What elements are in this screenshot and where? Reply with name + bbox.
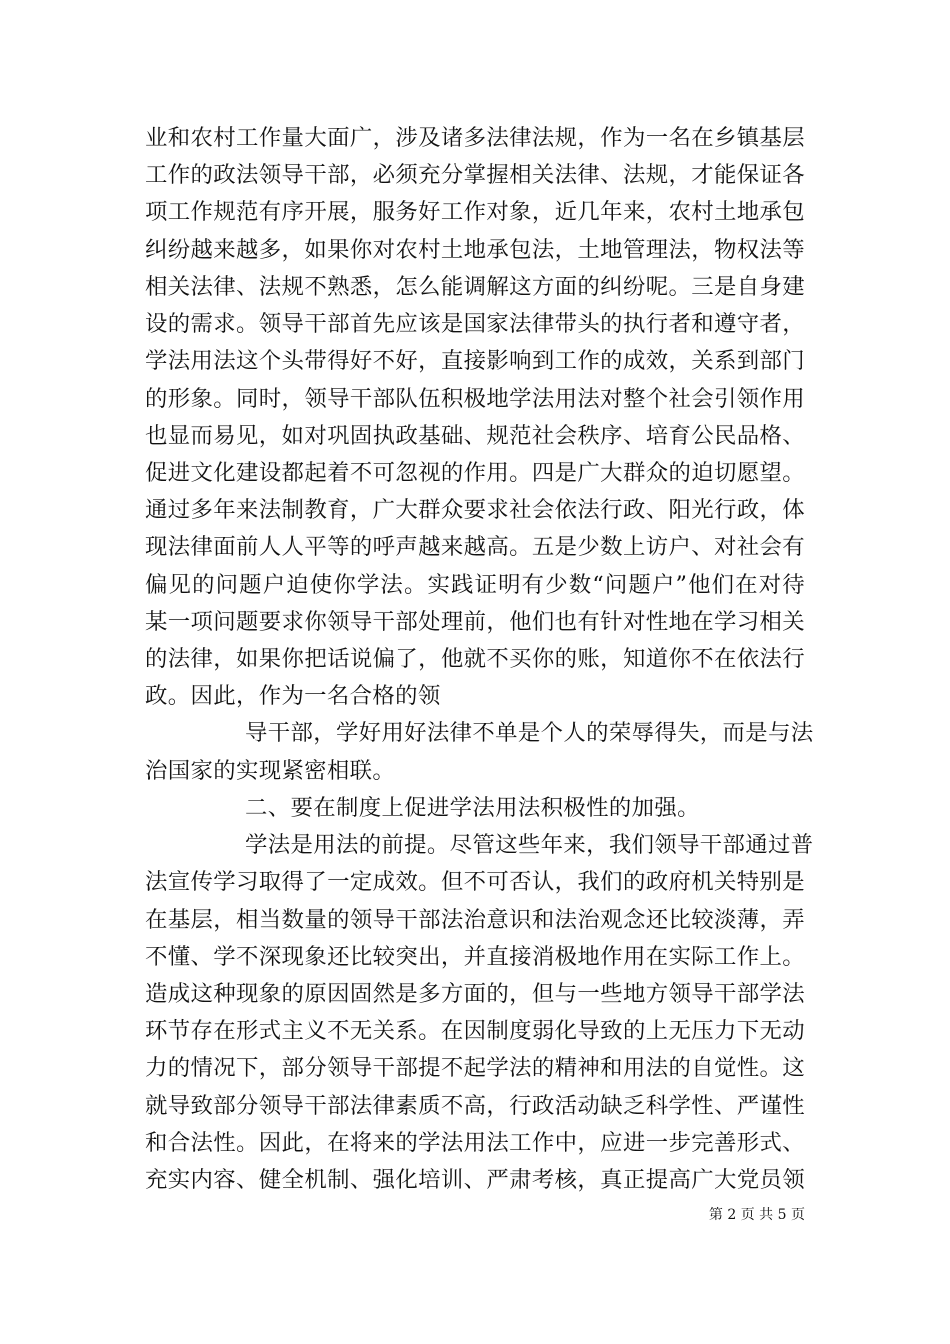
text-line: 学法是用法的前提。尽管这些年来，我们领导干部通过普 [245, 832, 814, 858]
text-line: 通过多年来法制教育，广大群众要求社会依法行政、阳光行政，体 [145, 497, 805, 523]
text-line: 设的需求。领导干部首先应该是国家法律带头的执行者和遵守者， [145, 311, 805, 337]
text-line: 纠纷越来越多，如果你对农村土地承包法，土地管理法，物权法等 [145, 237, 805, 263]
text-line: 在基层，相当数量的领导干部法治意识和法治观念还比较淡薄，弄 [145, 907, 805, 933]
page-number-footer: 第 2 页 共 5 页 [708, 1207, 805, 1223]
text-line: 导干部，学好用好法律不单是个人的荣辱得失，而是与法 [245, 720, 814, 746]
text-line: 造成这种现象的原因固然是多方面的，但与一些地方领导干部学法 [145, 981, 805, 1007]
text-line: 相关法律、法规不熟悉，怎么能调解这方面的纠纷呢。三是自身建 [145, 274, 805, 300]
text-line: 力的情况下，部分领导干部提不起学法的精神和用法的自觉性。这 [145, 1055, 805, 1081]
text-line: 环节存在形式主义不无关系。在因制度弱化导致的上无压力下无动 [145, 1018, 805, 1044]
text-line: 偏见的问题户迫使你学法。实践证明有少数“问题户”他们在对待 [145, 572, 805, 598]
text-line: 就导致部分领导干部法律素质不高，行政活动缺乏科学性、严谨性 [145, 1093, 805, 1119]
text-line: 学法用法这个头带得好不好，直接影响到工作的成效，关系到部门 [145, 348, 805, 374]
text-line: 的法律，如果你把话说偏了，他就不买你的账，知道你不在依法行 [145, 646, 805, 672]
text-line: 业和农村工作量大面广，涉及诸多法律法规，作为一名在乡镇基层 [145, 125, 805, 151]
text-line: 不懂、学不深现象还比较突出，并直接消极地作用在实际工作上。 [145, 944, 805, 970]
text-line: 政。因此，作为一名合格的领 [145, 683, 441, 709]
section-heading: 二、要在制度上促进学法用法积极性的加强。 [245, 795, 700, 821]
text-line: 充实内容、健全机制、强化培训、严肃考核，真正提高广大党员领 [145, 1167, 805, 1193]
text-line: 促进文化建设都起着不可忽视的作用。四是广大群众的迫切愿望。 [145, 460, 805, 486]
text-line: 项工作规范有序开展，服务好工作对象，近几年来，农村土地承包 [145, 199, 805, 225]
text-line: 的形象。同时，领导干部队伍积极地学法用法对整个社会引领作用 [145, 386, 805, 412]
text-line: 现法律面前人人平等的呼声越来越高。五是少数上访户、对社会有 [145, 534, 805, 560]
text-line: 治国家的实现紧密相联。 [145, 758, 396, 784]
text-line: 工作的政法领导干部，必须充分掌握相关法律、法规，才能保证各 [145, 162, 805, 188]
text-line: 和合法性。因此，在将来的学法用法工作中，应进一步完善形式、 [145, 1130, 805, 1156]
text-line: 也显而易见，如对巩固执政基础、规范社会秩序、培育公民品格、 [145, 423, 805, 449]
text-line: 法宣传学习取得了一定成效。但不可否认，我们的政府机关特别是 [145, 869, 805, 895]
text-line: 某一项问题要求你领导干部处理前，他们也有针对性地在学习相关 [145, 609, 805, 635]
